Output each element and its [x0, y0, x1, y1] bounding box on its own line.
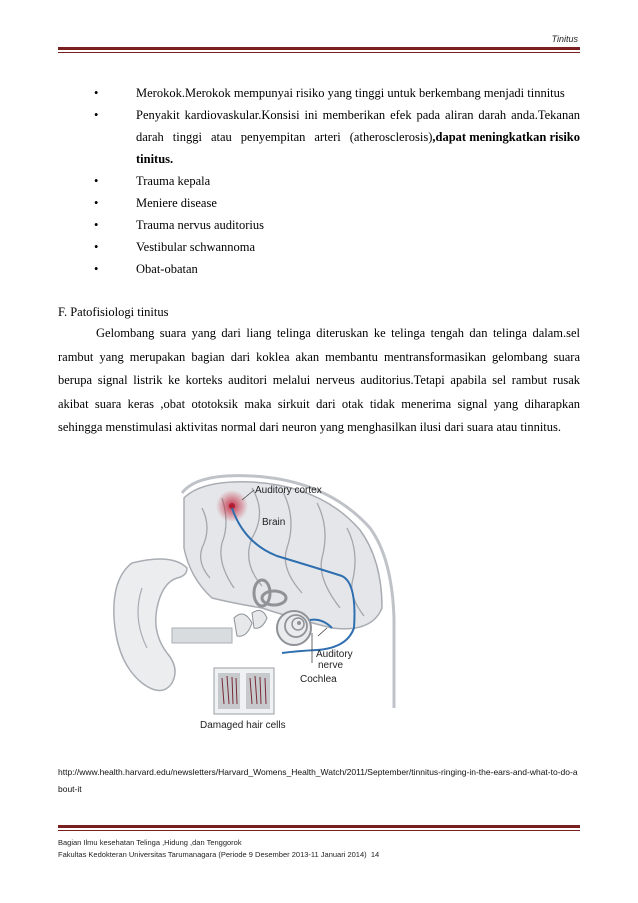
list-item-continuation: tinitus.	[136, 152, 174, 166]
list-item	[58, 236, 580, 258]
section-heading: F. Patofisiologi tinitus	[58, 305, 169, 319]
list-item-text: Merokok.Merokok mempunyai risiko yang tinggi untuk berkembang menjadi tinnitus	[136, 86, 565, 100]
list-item-text: Penyakit kardiovaskular.Konsisi ini memberikan efek pada aliran darah anda.Tekanan	[136, 108, 580, 122]
list-item-text: darah tinggi atau penyempitan arteri (atherosclerosis)	[136, 130, 433, 144]
label-cochlea: Cochlea	[300, 674, 337, 685]
bullet: •	[94, 196, 99, 210]
risk-factor-list	[58, 82, 580, 280]
label-auditory-nerve-2: nerve	[318, 660, 344, 671]
list-item	[58, 192, 580, 214]
list-item-text-bold: ,dapat meningkatkan risiko	[432, 130, 580, 144]
header-rule-thin	[58, 52, 580, 53]
page-footer	[58, 837, 379, 861]
bullet: •	[94, 262, 99, 276]
label-damaged-hair-cells: Damaged hair cells	[200, 720, 286, 731]
list-item-continuation	[58, 126, 580, 148]
list-item	[58, 214, 580, 236]
list-item-text: Obat-obatan	[136, 262, 198, 276]
bullet: •	[94, 240, 99, 254]
bullet: •	[94, 218, 99, 232]
list-item-text: Meniere disease	[136, 196, 217, 210]
header-rule-thick	[58, 47, 580, 50]
body-paragraph	[58, 322, 580, 440]
footer-rule-thin	[58, 830, 580, 831]
bullet: •	[94, 86, 99, 100]
list-item	[58, 82, 580, 104]
list-item-text: Vestibular schwannoma	[136, 240, 256, 254]
page-number: 14	[370, 850, 380, 859]
hair-cells-inset	[214, 668, 274, 714]
paragraph-text: Gelombang suara yang dari liang telinga diteruskan ke telinga tengah dan telinga dalam.sel rambut yang merupakan bagian dari koklea akan membantu mentransformasikan gelombang suara berupa signal listrik ke korteks auditori melalui nerveus auditorius.Tetapi apabila sel rambut rusak akibat suara keras ,obat ototoksik maka sirkuit dari otak tidak menerima signal yang diharapkan sehingga menstimulasi aktivitas normal dari neuron yang menghasilkan ilusi dari suara atau tinnitus.	[58, 326, 580, 434]
list-item	[58, 170, 580, 192]
footer-faculty: Fakultas Kedokteran Universitas Tarumanagara (Periode 9 Desember 2013-11 Januari 2014)	[58, 850, 367, 859]
source-link[interactable]: http://www.health.harvard.edu/newsletters/Harvard_Womens_Health_Watch/2011/September/tinnitus-ringing-in-the-ears-and-what-to-do-about-it	[58, 767, 578, 794]
footer-faculty-line	[58, 849, 379, 861]
running-header-title: Tinitus	[551, 34, 578, 44]
label-auditory-nerve-1: Auditory	[316, 649, 353, 660]
list-item	[58, 258, 580, 280]
list-item	[58, 104, 580, 126]
label-brain: Brain	[262, 517, 286, 528]
label-auditory-cortex: Auditory cortex	[255, 485, 322, 496]
list-item-text: Trauma kepala	[136, 174, 211, 188]
footer-rule-thick	[58, 825, 580, 828]
bullet: •	[94, 108, 99, 122]
ear-brain-illustration	[102, 468, 410, 733]
list-item-text: Trauma nervus auditorius	[136, 218, 264, 232]
cochlea-spiral	[277, 611, 311, 645]
bullet: •	[94, 174, 99, 188]
footer-department: Bagian Ilmu kesehatan Telinga ,Hidung ,dan Tenggorok	[58, 838, 242, 847]
